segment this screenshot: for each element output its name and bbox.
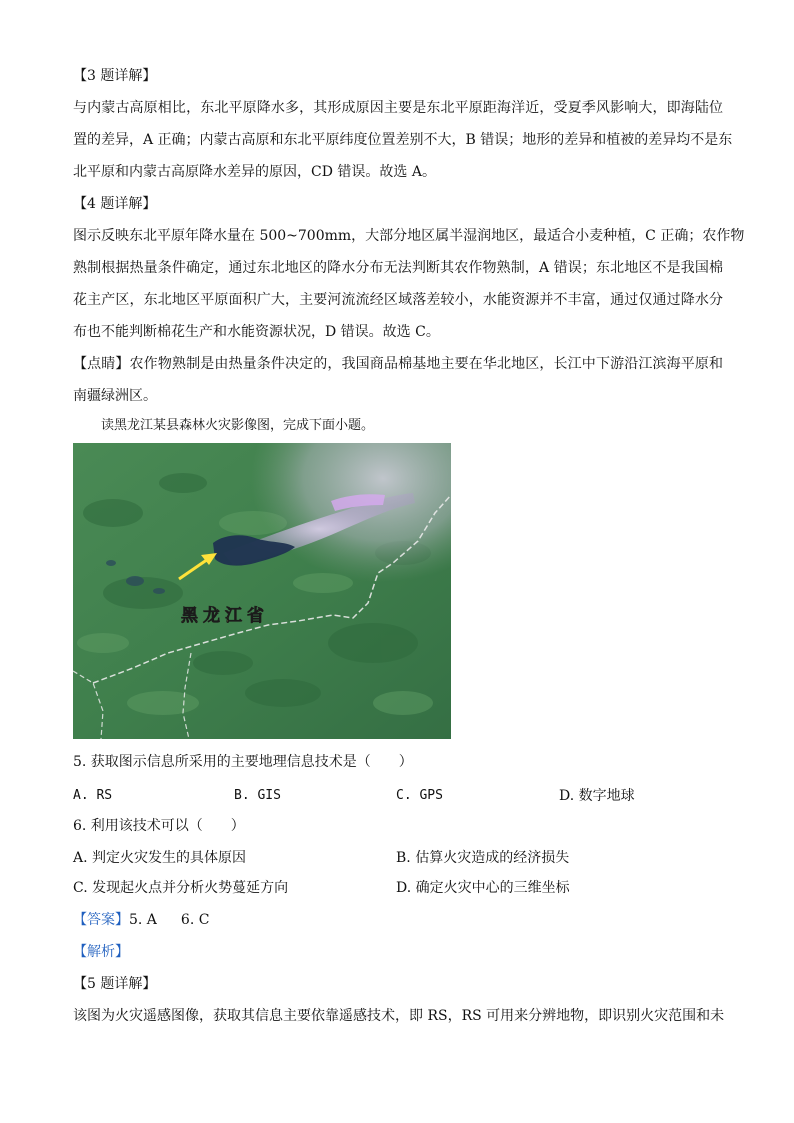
tip-text: 农作物熟制是由热量条件决定的，我国商品棉基地主要在华北地区，长江中下游沿江滨海平原和 [129, 356, 724, 372]
q5-detail-line-1: 该图为火灾遥感图像，获取其信息主要依靠遥感技术，即 RS，RS 可用来分辨地物，即识别火灾范围和未 [73, 1008, 725, 1024]
q6-option-b[interactable]: B. 估算火灾造成的经济损失 [396, 850, 570, 866]
tip-line-1 [73, 354, 723, 374]
q5-option-b[interactable]: B. GIS [234, 788, 281, 803]
answer-line [73, 910, 723, 930]
forest-fire-satellite-image [73, 443, 451, 739]
q5-stem: 5. 获取图示信息所采用的主要地理信息技术是（ ） [73, 754, 413, 770]
q3-line-3: 北平原和内蒙古高原降水差异的原因，CD 错误。故选 A。 [73, 164, 436, 180]
q4-heading: 【4 题详解】 [73, 196, 157, 212]
q6-option-c[interactable]: C. 发现起火点并分析火势蔓延方向 [73, 880, 289, 896]
q4-line-2: 熟制根据热量条件确定，通过东北地区的降水分布无法判断其农作物熟制，A 错误；东北地区不是我国棉 [73, 260, 723, 276]
q6-option-d[interactable]: D. 确定火灾中心的三维坐标 [396, 880, 570, 896]
q5-option-d[interactable]: D. 数字地球 [559, 788, 635, 804]
answer-5: 5. A [129, 912, 157, 928]
tip-line-2: 南疆绿洲区。 [73, 388, 157, 404]
q6-stem: 6. 利用该技术可以（ ） [73, 818, 245, 834]
answer-6: 6. C [180, 912, 210, 928]
question-intro: 读黑龙江某县森林火灾影像图，完成下面小题。 [101, 418, 375, 433]
q6-option-a[interactable]: A. 判定火灾发生的具体原因 [73, 850, 247, 866]
analysis-label: 【解析】 [73, 944, 129, 960]
q5-detail-heading: 【5 题详解】 [73, 976, 157, 992]
q3-line-1: 与内蒙古高原相比，东北平原降水多，其形成原因主要是东北平原距海洋近，受夏季风影响大，即海陆位 [73, 100, 723, 116]
q4-line-1: 图示反映东北平原年降水量在 500~700mm，大部分地区属半湿润地区，最适合小麦种植，C 正确；农作物 [73, 228, 745, 244]
q4-line-4: 布也不能判断棉花生产和水能资源状况，D 错误。故选 C。 [73, 324, 440, 340]
q3-line-2: 置的差异，A 正确；内蒙古高原和东北平原纬度位置差别不大，B 错误；地形的差异和植被的差异均不是东 [73, 132, 733, 148]
q5-option-a[interactable]: A. RS [73, 788, 113, 803]
q3-heading: 【3 题详解】 [73, 68, 157, 84]
q4-line-3: 花主产区，东北地区平原面积广大，主要河流流经区域落差较小，水能资源并不丰富，通过仅通过降水分 [73, 292, 723, 308]
tip-label: 【点睛】 [73, 356, 130, 372]
province-label: 黑龙江省 [181, 606, 269, 626]
answer-label: 【答案】 [73, 912, 129, 928]
q5-option-c[interactable]: C. GPS [396, 788, 443, 803]
